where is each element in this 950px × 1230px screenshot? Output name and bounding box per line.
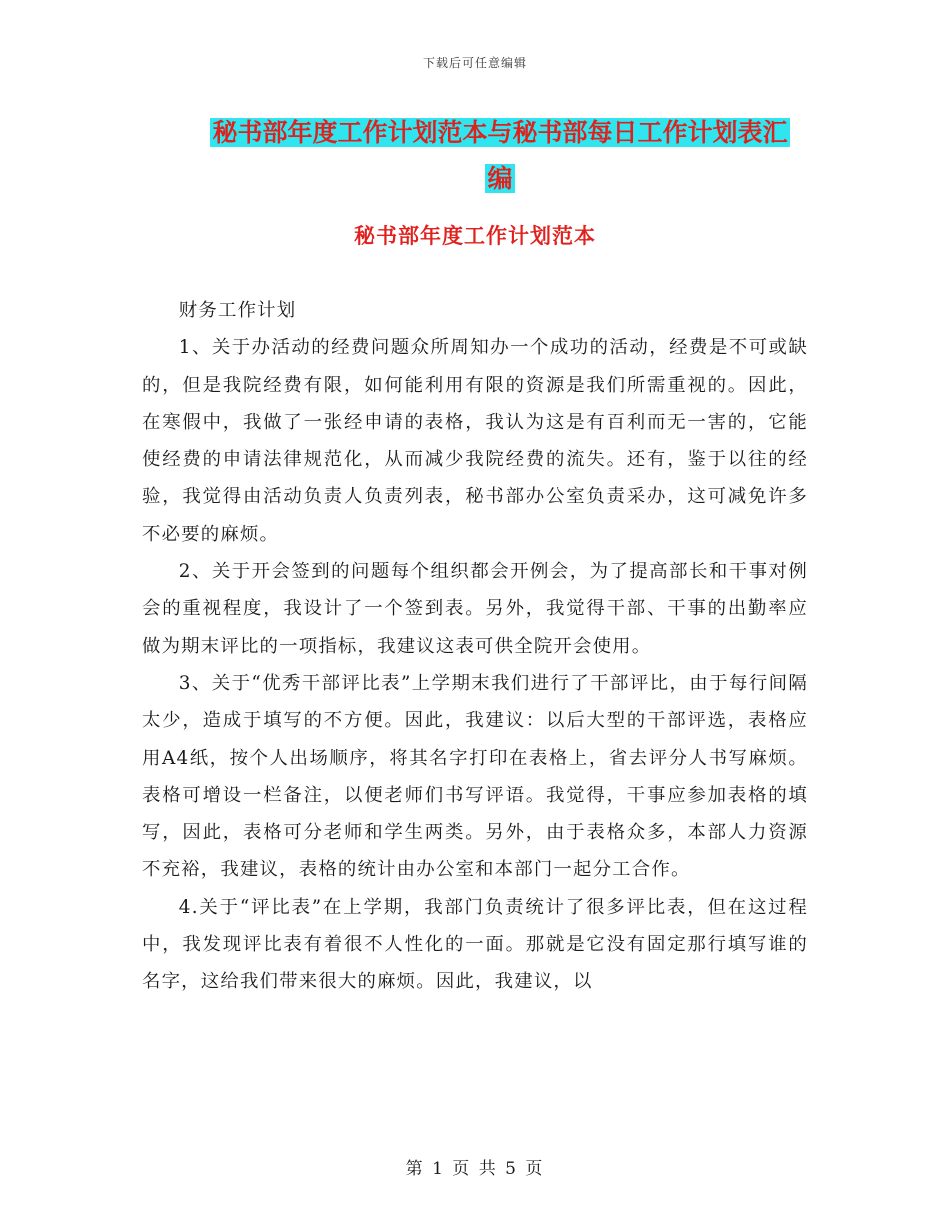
page-number: 第 1 页 共 5 页 [405, 1159, 545, 1179]
document-title [190, 110, 810, 202]
header-note: 下载后可任意编辑 [422, 56, 527, 70]
paragraph: 2、关于开会签到的问题每个组织都会开例会，为了提高部长和干事对例会的重视程度，我设计了一个签到表。另外，我觉得干部、干事的出勤率应做为期末评比的一项指标，我建议这表可供全院开会使用。 [142, 561, 808, 657]
paragraph-heading: 财务工作计划 [178, 300, 297, 321]
paragraph: 1、关于办活动的经费问题众所周知办一个成功的活动，经费是不可或缺的，但是我院经费有限，如何能利用有限的资源是我们所需重视的。因此，在寒假中，我做了一张经申请的表格，我认为这是有百利而无一害的，它能使经费的申请法律规范化，从而减少我院经费的流失。还有，鉴于以往的经验，我觉得由活动负责人负责列表，秘书部办公室负责采办，这可减免许多不必要的麻烦。 [142, 337, 808, 545]
document-body [142, 292, 808, 1001]
document-title-line2: 编 [487, 164, 513, 193]
section-title: 秘书部年度工作计划范本 [354, 223, 596, 248]
paragraph: 3、关于“优秀干部评比表”上学期末我们进行了干部评比，由于每行间隔太少，造成于填写的不方便。因此，我建议：以后大型的干部评选，表格应用A4纸，按个人出场顺序，将其名字打印在表格上，省去评分人书写麻烦。表格可增设一栏备注，以便老师们书写评语。我觉得，干事应参加表格的填写，因此，表格可分老师和学生两类。另外，由于表格众多，本部人力资源不充裕，我建议，表格的统计由办公室和本部门一起分工合作。 [142, 672, 808, 881]
paragraph: 4.关于“评比表”在上学期，我部门负责统计了很多评比表，但在这过程中，我发现评比表有着很不人性化的一面。那就是它没有固定那行填写谁的名字，这给我们带来很大的麻烦。因此，我建议，以 [142, 896, 808, 993]
document-title-line1: 秘书部年度工作计划范本与秘书部每日工作计划表汇 [212, 118, 788, 147]
